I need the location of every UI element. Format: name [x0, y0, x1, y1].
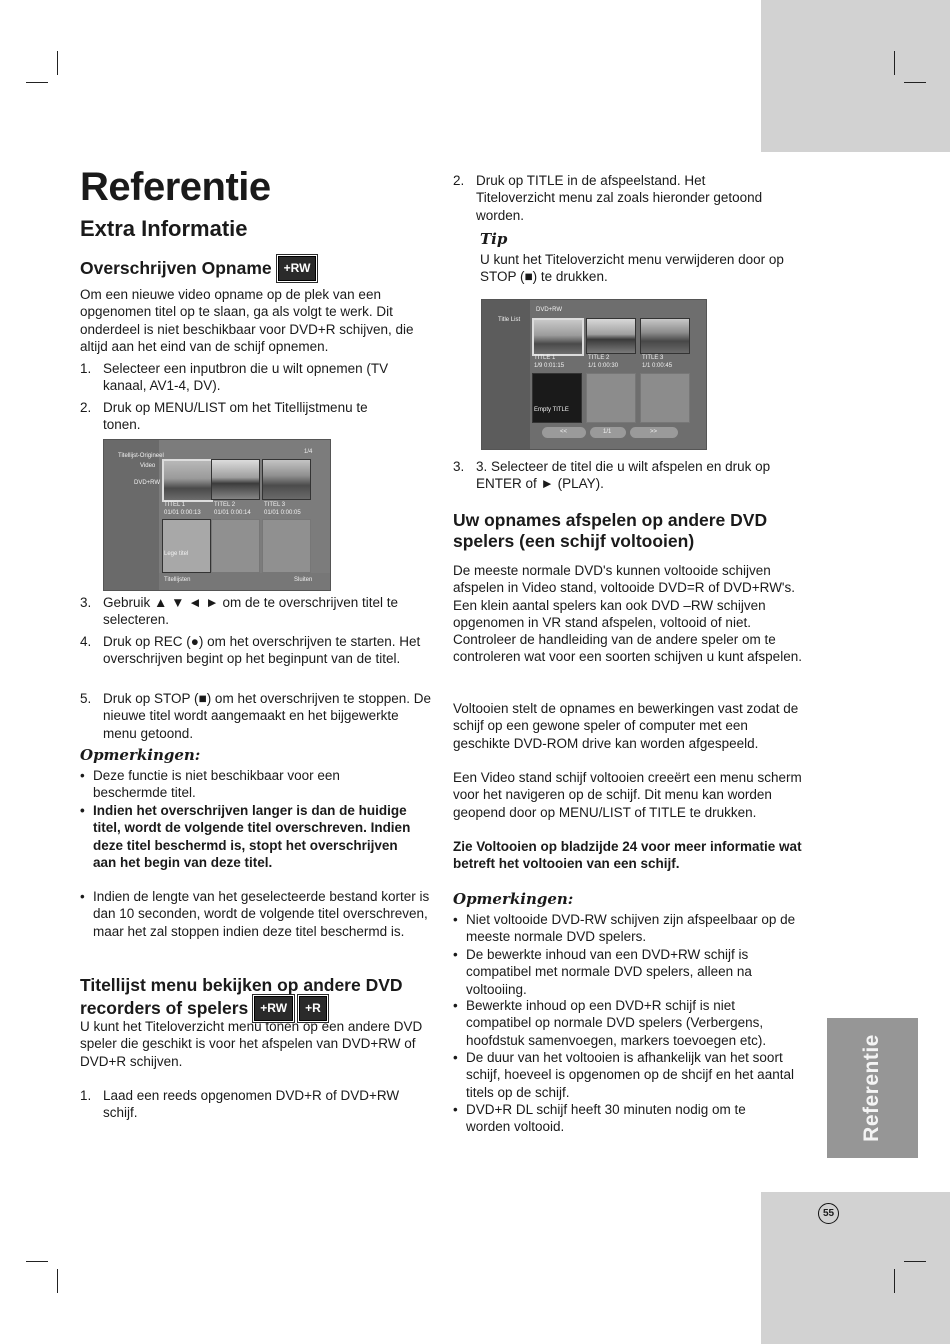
crop-mark	[26, 1261, 48, 1262]
nav-prev-label: <<	[560, 429, 568, 435]
video-thumbnail[interactable]	[640, 318, 690, 354]
rw-badge: +RW	[278, 256, 317, 281]
empty-title-label: Lege titel	[164, 551, 189, 557]
video-thumbnail[interactable]	[211, 459, 260, 500]
notes-heading: Opmerkingen:	[80, 746, 201, 764]
screen-side-label: Titellijst-Origineel	[118, 453, 164, 459]
step-number: 1.	[80, 1088, 92, 1103]
video-thumbnail[interactable]	[162, 459, 213, 502]
title-name: TITEL 3	[264, 502, 286, 508]
title-name: TITLE 1	[534, 355, 556, 361]
paragraph-bold: Zie Voltooien op bladzijde 24 voor meer informatie wat betreft het voltooien van een schijf.	[453, 839, 802, 872]
title-info: 1/9 0:01:15	[534, 363, 565, 369]
video-thumbnail[interactable]	[532, 318, 584, 356]
page-number: 55	[818, 1203, 839, 1224]
step-text: 3. Selecteer de titel die u wilt afspelen en druk op ENTER of ► (PLAY).	[476, 459, 771, 492]
note-text: De bewerkte inhoud van een DVD+RW schijf is compatibel met normale DVD spelers, alleen na voltooiing.	[466, 947, 752, 997]
title-list-screenshot	[103, 439, 331, 591]
step-number: 1.	[80, 361, 92, 376]
nav-page-indicator	[590, 427, 626, 438]
bullet: •	[80, 803, 85, 818]
note-text: Bewerkte inhoud op een DVD+R schijf is niet compatibel op normale DVD spelers (Verbergens, hoofdstuk samenvoegen, markers toevoegen etc).	[466, 998, 767, 1048]
bullet: •	[453, 912, 458, 927]
title-info: 01/01 0:00:05	[264, 510, 301, 516]
tip-text: U kunt het Titeloverzicht menu verwijderen door op STOP (■) te drukken.	[480, 252, 784, 285]
blank-slot	[211, 519, 260, 573]
paragraph: Een Video stand schijf voltooien creeërt een menu scherm voor het navigeren op de schijf. Dit menu kan worden geopend door op MENU/LIST of TITLE te drukken.	[453, 770, 802, 820]
step-text: Gebruik ▲ ▼ ◄ ► om de te overschrijven titel te selecteren.	[103, 595, 399, 628]
screen-disc-label: DVD+RW	[134, 480, 161, 486]
bullet: •	[80, 889, 85, 904]
screen-footer-right: Sluiten	[294, 577, 313, 583]
note-text: De duur van het voltooien is afhankelijk van het soort schijf, hoeveel is opgenomen op de shcijf en het aantal titels op de schijf.	[466, 1050, 794, 1100]
note-text: Deze functie is niet beschikbaar voor een beschermde titel.	[93, 768, 340, 801]
note-text: Indien de lengte van het geselecteerde bestand korter is dan 10 seconden, wordt de volgende titel overschreven, maar het zal stoppen indien deze titel beschermd is.	[93, 889, 430, 939]
empty-title-slot[interactable]	[162, 519, 211, 573]
tip-heading: Tip	[480, 230, 508, 248]
notes-heading: Opmerkingen:	[453, 890, 574, 908]
title-info: 01/01 0:00:14	[214, 510, 251, 516]
title-info: 1/1 0:00:45	[642, 363, 673, 369]
step-text: Laad een reeds opgenomen DVD+R of DVD+RW schijf.	[103, 1088, 400, 1121]
title-name: TITLE 3	[642, 355, 664, 361]
section-tab	[827, 1018, 918, 1158]
heading-text: Overschrijven Opname	[80, 258, 272, 278]
screen-side-label: Title List	[498, 317, 521, 323]
empty-title-slot[interactable]	[532, 373, 582, 423]
title-name: TITEL 2	[214, 502, 236, 508]
bullet: •	[80, 768, 85, 783]
video-thumbnail[interactable]	[262, 459, 311, 500]
paragraph: De meeste normale DVD's kunnen voltooide schijven afspelen in Video stand, voltooide DVD=R of DVD+RW's. Een klein aantal spelers kan ook DVD –RW schijven opgenomen in VR stand afspelen, voltooid of niet. Controleer de handleiding van de andere speler om te controleren wat voor een soorten schijven u kunt afspelen.	[453, 563, 802, 665]
section-tab-label: Referentie	[860, 1034, 883, 1142]
blank-slot	[262, 519, 311, 573]
side-band-top	[761, 0, 950, 152]
bullet: •	[453, 1050, 458, 1065]
section-heading-voltooien: Uw opnames afspelen op andere DVD spelers (een schijf voltooien)	[453, 510, 768, 551]
crop-mark	[57, 1269, 58, 1293]
intro-paragraph: U kunt het Titeloverzicht menu tonen op een andere DVD speler die geschikt is voor het afspelen van DVD+RW of DVD+R schijven.	[80, 1019, 423, 1069]
screen-footer-left: Titellijsten	[164, 577, 191, 583]
title-name: TITEL 1	[164, 502, 186, 508]
video-thumbnail[interactable]	[586, 318, 636, 354]
nav-page-label: 1/1	[603, 429, 612, 435]
nav-next-label: >>	[650, 429, 658, 435]
title-info: 1/1 0:00:30	[588, 363, 619, 369]
crop-mark	[26, 82, 48, 83]
step-text: Druk op REC (●) om het overschrijven te starten. Het overschrijven begint op het beginpunt van de titel.	[103, 634, 421, 667]
side-band-bottom	[761, 1192, 950, 1344]
heading-text: Titellijst menu bekijken op andere DVD recorders of spelers	[80, 975, 403, 1018]
section-heading-titellijst	[80, 975, 430, 1021]
step-text: Druk op MENU/LIST om het Titellijstmenu te tonen.	[103, 400, 368, 433]
title-name: TITLE 2	[588, 355, 610, 361]
crop-mark	[904, 1261, 926, 1262]
crop-mark	[894, 51, 895, 75]
step-number: 5.	[80, 691, 92, 706]
rw-badge: +RW	[254, 996, 293, 1021]
note-text: DVD+R DL schijf heeft 30 minuten nodig om te worden voltooid.	[466, 1102, 746, 1135]
bullet: •	[453, 947, 458, 962]
step-text: Druk op STOP (■) om het overschrijven te stoppen. De nieuwe titel wordt aangemaakt en het bijgewerkte menu getoond.	[103, 691, 432, 741]
blank-slot	[640, 373, 690, 423]
paragraph: Voltooien stelt de opnames en bewerkingen vast zodat de schijf op een gewone speler of computer met een geschikte DVD-ROM drive kan worden afgespeeld.	[453, 701, 799, 751]
screen-disc-label: DVD+RW	[536, 307, 563, 313]
title-info: 01/01 0:00:13	[164, 510, 201, 516]
r-badge: +R	[299, 996, 327, 1021]
title-list-screenshot-player	[481, 299, 707, 450]
crop-mark	[894, 1269, 895, 1293]
bullet: •	[453, 1102, 458, 1117]
crop-mark	[57, 51, 58, 75]
page-subtitle: Extra Informatie	[80, 216, 248, 241]
screen-media-label: Video	[140, 463, 156, 469]
note-text: Indien het overschrijven langer is dan de huidige titel, wordt de volgende titel overschreven. Indien deze titel beschermd is, stopt het overschrijven aan het begin van deze titel.	[93, 803, 411, 870]
screen-page-indicator: 1/4	[304, 449, 313, 455]
step-text: Druk op TITLE in de afspeelstand. Het Titeloverzicht menu zal zoals hieronder getoond worden.	[476, 173, 763, 223]
blank-slot	[586, 373, 636, 423]
step-number: 3.	[453, 459, 465, 474]
section-heading-overschrijven	[80, 256, 316, 281]
empty-title-label: Empty TITLE	[534, 407, 569, 413]
step-number: 3.	[80, 595, 92, 610]
nav-prev-button[interactable]	[542, 427, 586, 438]
crop-mark	[904, 82, 926, 83]
step-text: Selecteer een inputbron die u wilt opnemen (TV kanaal, AV1-4, DV).	[103, 361, 389, 394]
bullet: •	[453, 998, 458, 1013]
step-number: 2.	[80, 400, 92, 415]
intro-paragraph: Om een nieuwe video opname op de plek van een opgenomen titel op te slaan, ga als volgt te werk. Dit onderdeel is niet beschikbaar voor DVD+R schijven, die altijd aan het eind van de schijf opnemen.	[80, 287, 414, 354]
note-text: Niet voltooide DVD-RW schijven zijn afspeelbaar op de meeste normale DVD spelers.	[466, 912, 796, 945]
page-title: Referentie	[80, 165, 271, 209]
nav-next-button[interactable]	[630, 427, 678, 438]
step-number: 4.	[80, 634, 92, 649]
step-number: 2.	[453, 173, 465, 188]
